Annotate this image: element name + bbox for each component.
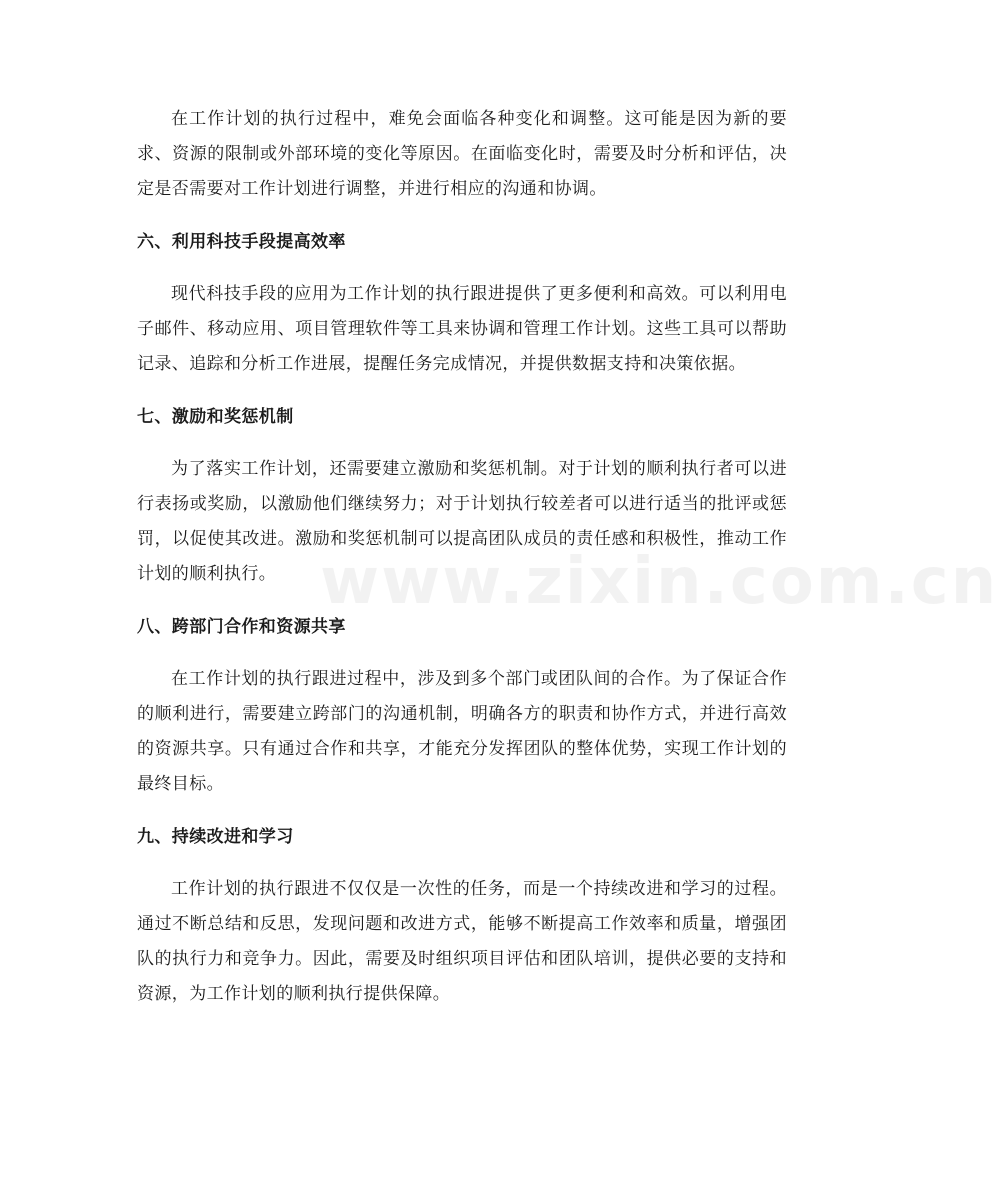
heading-section-8: 八、跨部门合作和资源共享: [137, 617, 346, 637]
heading-section-9: 九、持续改进和学习: [137, 827, 294, 847]
paragraph-section-6: 现代科技手段的应用为工作计划的执行跟进提供了更多便利和高效。可以利用电子邮件、移动应用、项目管理软件等工具来协调和管理工作计划。这些工具可以帮助记录、追踪和分析工作进展，提醒任务完成情况，并提供数据支持和决策依据。: [137, 284, 787, 374]
paragraph-intro: 在工作计划的执行过程中，难免会面临各种变化和调整。这可能是因为新的要求、资源的限制或外部环境的变化等原因。在面临变化时，需要及时分析和评估，决定是否需要对工作计划进行调整，并进行相应的沟通和协调。: [137, 109, 787, 199]
heading-section-7: 七、激励和奖惩机制: [137, 407, 294, 427]
paragraph-section-8: 在工作计划的执行跟进过程中，涉及到多个部门或团队间的合作。为了保证合作的顺利进行，需要建立跨部门的沟通机制，明确各方的职责和协作方式，并进行高效的资源共享。只有通过合作和共享，才能充分发挥团队的整体优势，实现工作计划的最终目标。: [137, 669, 787, 794]
watermark: www.zixin.com.cn: [320, 545, 998, 619]
heading-section-6: 六、利用科技手段提高效率: [137, 232, 346, 252]
paragraph-section-9: 工作计划的执行跟进不仅仅是一次性的任务，而是一个持续改进和学习的过程。通过不断总结和反思，发现问题和改进方式，能够不断提高工作效率和质量，增强团队的执行力和竞争力。因此，需要及时组织项目评估和团队培训，提供必要的支持和资源，为工作计划的顺利执行提供保障。: [137, 879, 787, 1004]
paragraph-section-7: 为了落实工作计划，还需要建立激励和奖惩机制。对于计划的顺利执行者可以进行表扬或奖励，以激励他们继续努力；对于计划执行较差者可以进行适当的批评或惩罚，以促使其改进。激励和奖惩机制可以提高团队成员的责任感和积极性，推动工作计划的顺利执行。: [137, 459, 787, 584]
document-body: [137, 102, 787, 1012]
